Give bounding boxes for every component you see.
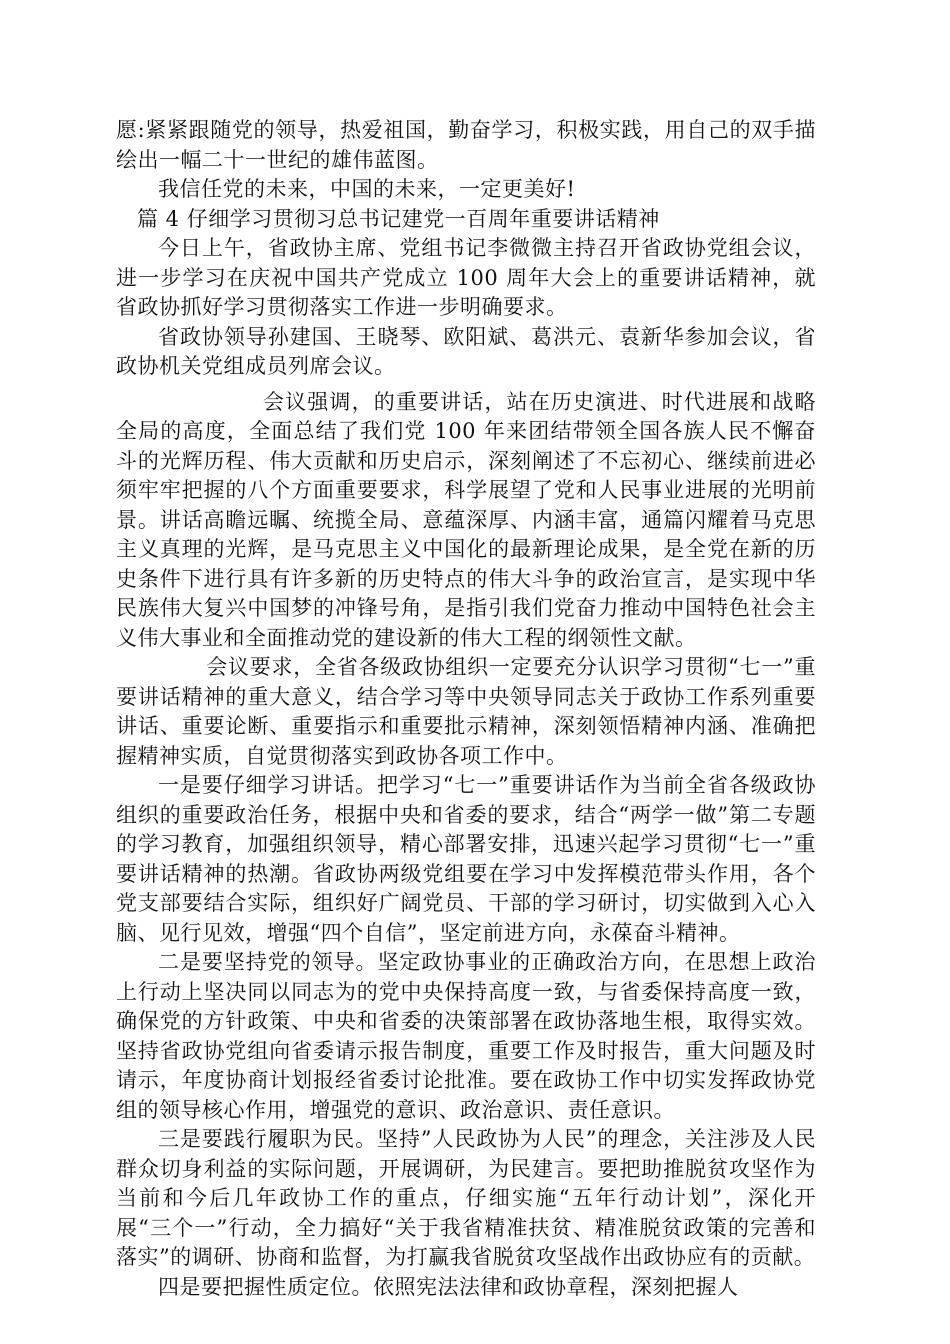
- paragraph-continuation: 愿:紧紧跟随党的领导，热爱祖国，勤奋学习，积极实践，用自己的双手描绘出一幅二十一世纪的雄伟蓝图。: [116, 118, 816, 172]
- paragraph-belief: 我信任党的未来，中国的未来，一定更美好!: [158, 177, 576, 201]
- paragraph-point-two: 二是要坚持党的领导。坚定政协事业的正确政治方向，在思想上政治上行动上坚决同以同志为的党中央保持高度一致，与省委保持高度一致，确保党的方针政策、中央和省委的决策部署在政协落地生根，取得实效。坚持省政协党组向省委请示报告制度，重要工作及时报告，重大问题及时请示，年度协商计划报经省委讨论批准。要在政协工作中切实发挥政协党组的领导核心作用，增强党的意识、政治意识、责任意识。: [116, 950, 816, 1122]
- paragraph-point-four: 四是要把握性质定位。依照宪法法律和政协章程，深刻把握人: [158, 1274, 739, 1299]
- paragraph-point-three: 三是要践行履职为民。坚持”人民政协为人民”的理念，关注涉及人民群众切身利益的实际问题，开展调研，为民建言。要把助推脱贫攻坚作为当前和今后几年政协工作的重点，仔细实施“五年行动计划”，深化开展“三个一”行动，全力搞好“关于我省精准扶贫、精准脱贫政策的完善和落实”的调研、协商和监督，为打赢我省脱贫攻坚战作出政协应有的贡献。: [116, 1127, 816, 1269]
- paragraph-point-one: 一是要仔细学习讲话。把学习“七一”重要讲话作为当前全省各级政协组织的重要政治任务，根据中央和省委的要求，结合“两学一做”第二专题的学习教育，加强组织领导，精心部署安排，迅速兴起学习贯彻“七一”重要讲话精神的热潮。省政协两级党组要在学习中发挥模范带头作用，各个党支部要结合实际，组织好广阔党员、干部的学习研讨，切实做到入心入脑、见行见效，增强“四个自信”，坚定前进方向，永葆奋斗精神。: [116, 773, 816, 945]
- section-heading: 篇 4 仔细学习贯彻习总书记建党一百周年重要讲话精神: [137, 206, 660, 231]
- paragraph-meeting-intro: 今日上午，省政协主席、党组书记李微微主持召开省政协党组会议，进一步学习在庆祝中国共产党成立 100 周年大会上的重要讲话精神，就省政协抓好学习贯彻落实工作进一步明确要求。: [116, 236, 816, 319]
- paragraph-meeting-emphasis: 会议强调，的重要讲话，站在历史演进、时代进展和战略全局的高度，全面总结了我们党 100 年来团结带领全国各族人民不懈奋斗的光辉历程、伟大贡献和历史启示，深刻阐述了不忘初心、继续前进必须牢牢把握的八个方面重要要求，科学展望了党和人民事业进展的光明前景。讲话高瞻远瞩、统揽全局、意蕴深厚、内涵丰富，通篇闪耀着马克思主义真理的光辉，是马克思主义中国化的最新理论成果，是全党在新的历史条件下进行具有许多新的历史特点的伟大斗争的政治宣言，是实现中华民族伟大复兴中国梦的冲锋号角，是指引我们党奋力推动中国特色社会主义伟大事业和全面推动党的建设新的伟大工程的纲领性文献。: [116, 389, 816, 650]
- paragraph-attendees: 省政协领导孙建国、王晓琴、欧阳斌、葛洪元、袁新华参加会议，省政协机关党组成员列席会议。: [116, 324, 816, 378]
- paragraph-meeting-requirements: 会议要求，全省各级政协组织一定要充分认识学习贯彻“七一”重要讲话精神的重大意义，结合学习等中央领导同志关于政协工作系列重要讲话、重要论断、重要指示和重要批示精神，深刻领悟精神内涵、准确把握精神实质，自觉贯彻落实到政协各项工作中。: [116, 655, 816, 768]
- document-body: [116, 116, 816, 1302]
